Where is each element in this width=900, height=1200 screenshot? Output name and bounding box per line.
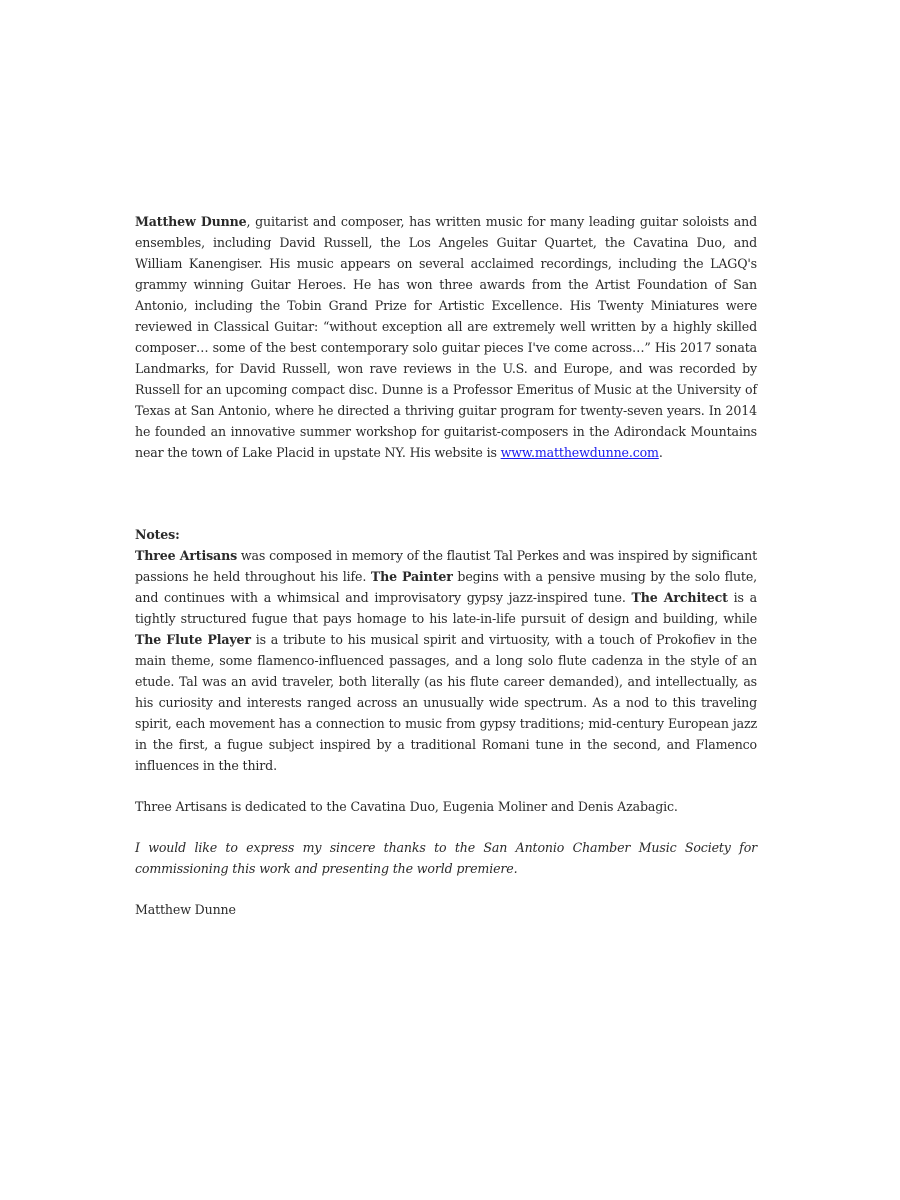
- notes-text-3: is a tightly structured fugue that pays homage to his late-in-life pursuit of design and building, while: [135, 590, 757, 626]
- notes-paragraph: [135, 545, 757, 776]
- notes-text-4: is a tribute to his musical spirit and virtuosity, with a touch of Prokofiev in the main theme, some flamenco-influenced passages, and a long solo flute cadenza in the style of an etude. Tal was an avid traveler, both literally (as his flute career demanded), and intellectually, as his curiosity and interests ranged across an unusually wide spectrum. As a nod to this traveling spirit, each movement has a connection to music from gypsy traditions; mid-century European jazz in the first, a fugue subject inspired by a traditional Romani tune in the second, and Flamenco influences in the third.: [135, 632, 757, 773]
- composer-biography: [135, 211, 757, 463]
- website-link[interactable]: www.matthewdunne.com: [500, 445, 659, 460]
- biography-end: .: [658, 445, 663, 460]
- movement-title-architect: The Architect: [631, 590, 728, 605]
- program-notes: [135, 524, 757, 920]
- biography-text: , guitarist and composer, has written music for many leading guitar soloists and ensembles, including David Russell, the Los Angeles Guitar Quartet, the Cavatina Duo, and William Kanengiser. His music appears on several acclaimed recordings, including the LAGQ's grammy winning Guitar Heroes. He has won three awards from the Artist Foundation of San Antonio, including the Tobin Grand Prize for Artistic Excellence. His Twenty Miniatures were reviewed in Classical Guitar: “without exception all are extremely well written by a highly skilled composer… some of the best contemporary solo guitar pieces I've come across…” His 2017 sonata Landmarks, for David Russell, won rave reviews in the U.S. and Europe, and was recorded by Russell for an upcoming compact disc. Dunne is a Professor Emeritus of Music at the University of Texas at San Antonio, where he directed a thriving guitar program for twenty-seven years. In 2014 he founded an innovative summer workshop for guitarist-composers in the Adirondack Mountains near the town of Lake Placid in upstate NY. His website is: [135, 214, 757, 460]
- dedication: Three Artisans is dedicated to the Cavatina Duo, Eugenia Moliner and Denis Azabagic.: [135, 799, 678, 814]
- notes-heading: Notes:: [135, 527, 180, 542]
- composer-name: Matthew Dunne: [135, 214, 247, 229]
- movement-title-painter: The Painter: [370, 569, 453, 584]
- signature: Matthew Dunne: [135, 902, 236, 917]
- acknowledgement: I would like to express my sincere thanks to the San Antonio Chamber Music Society for commissioning this work and presenting the world premiere.: [135, 840, 757, 876]
- work-title: Three Artisans: [135, 548, 238, 563]
- notes-text-2: begins with a pensive musing by the solo flute, and continues with a whimsical and improvisatory gypsy jazz-inspired tune.: [135, 569, 757, 605]
- movement-title-flute-player: The Flute Player: [135, 632, 251, 647]
- notes-text-1: was composed in memory of the flautist Tal Perkes and was inspired by significant passions he held throughout his life.: [135, 548, 757, 584]
